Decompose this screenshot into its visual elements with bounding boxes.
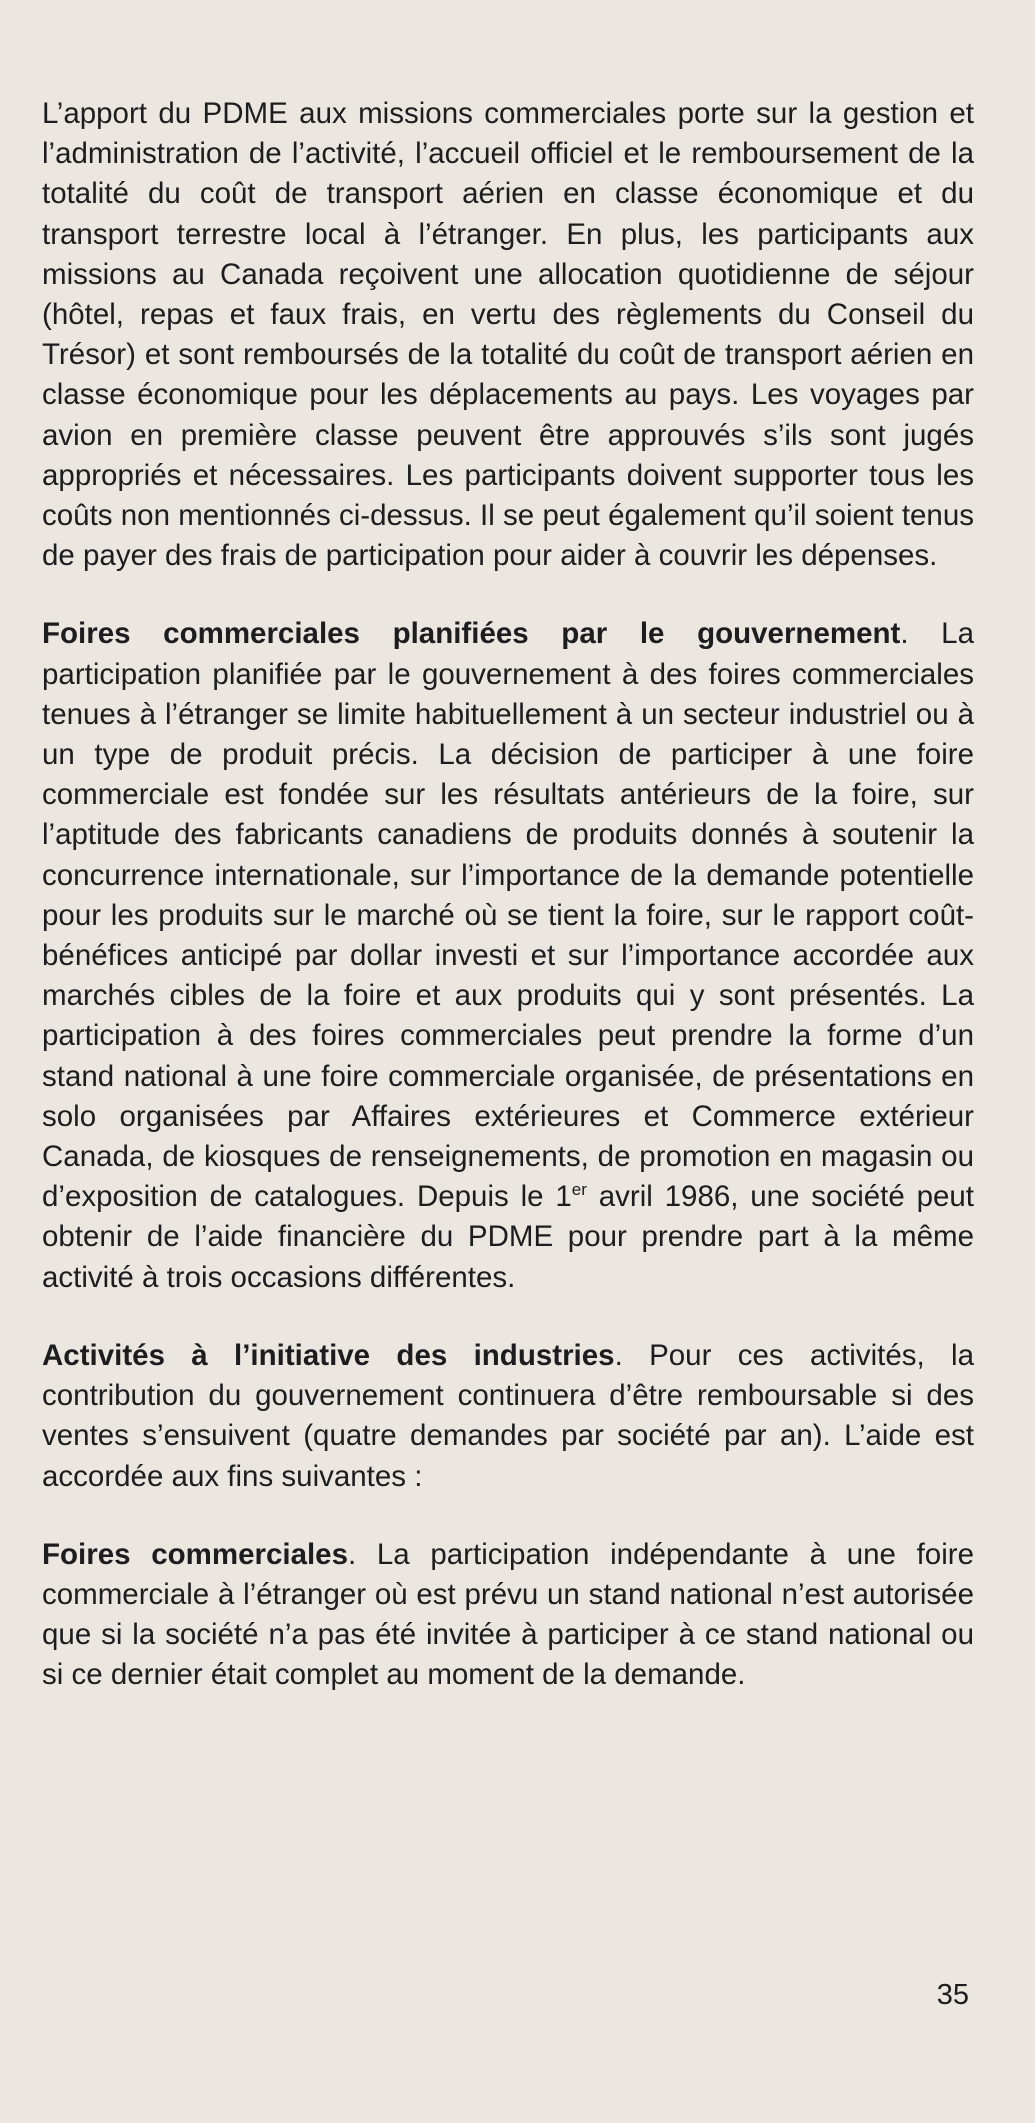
paragraph-text: L’apport du PDME aux missions commerciales porte sur la gestion et l’administration de l’activité, l’accueil officiel et le remboursement de la totalité du coût de transport aérien en classe économique et du transport terrestre local à l’étranger. En plus, les participants aux missions au Canada reçoivent une allocation quotidienne de séjour (hôtel, repas et faux frais, en vertu des règlements du Conseil du Trésor) et sont remboursés de la totalité du coût de transport aérien en classe économique pour les déplacements au pays. Les voyages par avion en première classe peuvent être approuvés s’ils sont jugés appropriés et nécessaires. Les participants doivent supporter tous les coûts non mentionnés ci-dessus. Il se peut également qu’il soient tenus de payer des frais de participation pour aider à couvrir les dépenses. (42, 97, 974, 573)
paragraph-text-continued: avril 1986, une société peut obtenir de l’aide financière du PDME pour prendre part à la même activité à trois occasions différentes. (42, 1180, 975, 1294)
section-heading-trade-fairs: Foires commerciales (42, 1537, 348, 1571)
paragraph-text: . La participation planifiée par le gouvernement à des foires commerciales tenues à l’étranger se limite habituellement à un secteur industriel ou à un type de produit précis. La décision de participer à une foire commerciale est fondée sur les résultats antérieurs de la foire, sur l’aptitude des fabricants canadiens de produits donnés à soutenir la concurrence internationale, sur l’importance de la demande potentielle pour les produits sur le marché où se tient la foire, sur le rapport coût-bénéfices anticipé par dollar investi et sur l’importance accordée aux marchés cibles de la foire et aux produits qui y sont présentés. La participation à des foires commerciales peut prendre la forme d’un stand national à une foire commerciale organisée, de présentations en solo organisées par Affaires extérieures et Commerce extérieur Canada, de kiosques de renseignements, de promotion en magasin ou d’exposition de catalogues. Depuis le 1 (42, 617, 974, 1214)
paragraph-government-trade-fairs (42, 614, 974, 1297)
page-number: 35 (936, 1979, 969, 2011)
paragraph-industry-initiatives (42, 1336, 974, 1497)
paragraph-text: . Pour ces activités, la contribution du gouvernement continuera d’être remboursable si des ventes s’ensuivent (quatre demandes par société par an). L’aide est accordée aux fins suivantes : (42, 1338, 975, 1493)
paragraph-trade-fairs (42, 1535, 974, 1696)
page-body (42, 94, 974, 1696)
paragraph-text: . La participation indépendante à une foire commerciale à l’étranger où est prévu un stand national n’est autorisée que si la société n’a pas été invitée à participer à ce stand national ou si ce dernier était complet au moment de la demande. (42, 1537, 974, 1692)
section-heading-industry-initiatives: Activités à l’initiative des industries (42, 1338, 615, 1372)
paragraph-mission-support (42, 94, 974, 576)
section-heading-government-trade-fairs: Foires commerciales planifiées par le gouvernement (42, 617, 901, 651)
ordinal-superscript: er (571, 1180, 587, 1200)
